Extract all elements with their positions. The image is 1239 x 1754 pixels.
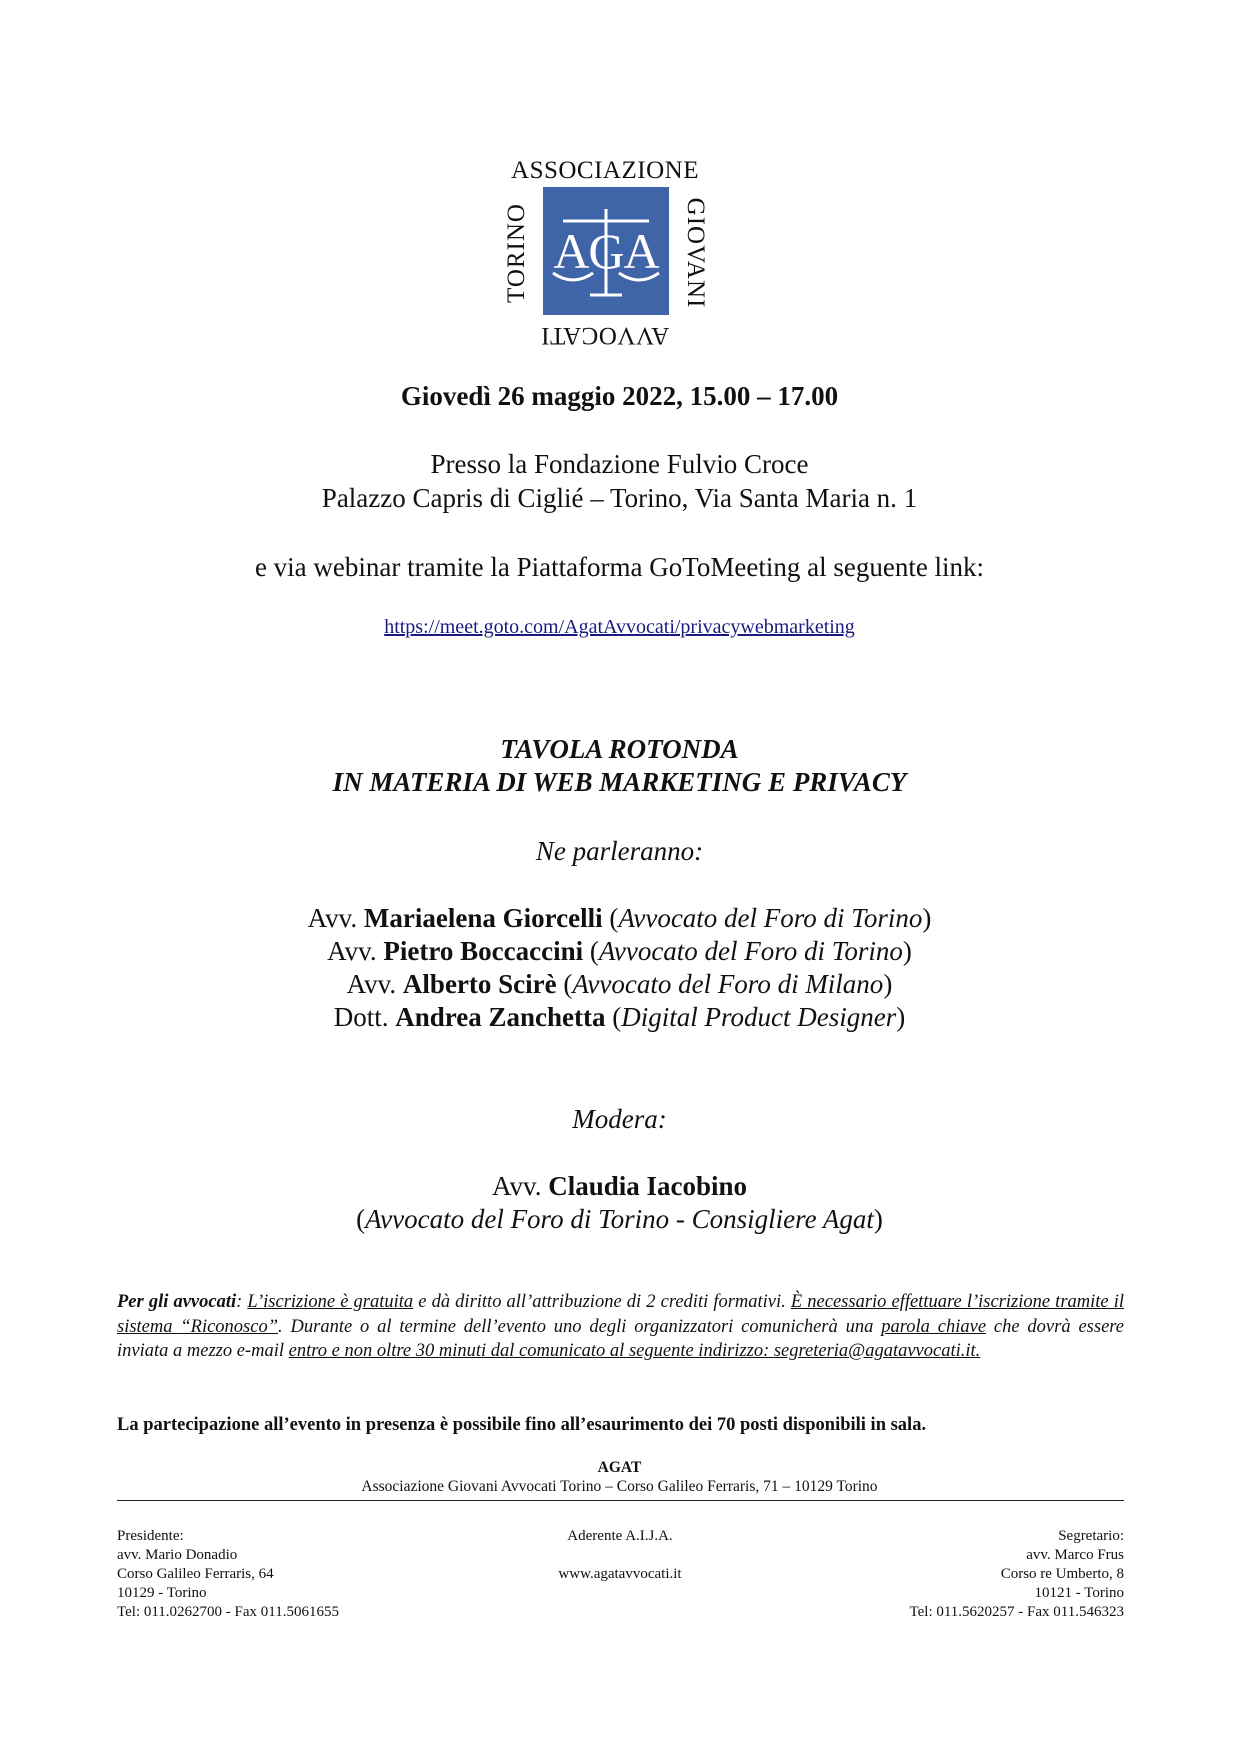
webinar-line: e via webinar tramite la Piattaforma GoToMeeting al seguente link: — [254, 552, 985, 582]
logo-text-bottom: AVVOCATI — [540, 322, 670, 349]
notes-text: e dà diritto all’attribuzione di 2 crediti formativi. — [413, 1292, 791, 1312]
footer-secretary — [880, 1527, 1124, 1622]
speaker-name: Mariaelena Giorcelli — [363, 903, 603, 933]
footer-divider — [117, 1500, 1124, 1501]
logo-text-left: TORINO — [503, 203, 530, 303]
speaker-role: Avvocato del Foro di Torino — [598, 936, 903, 966]
notes-free-registration: L’iscrizione è gratuita — [247, 1292, 414, 1312]
footer-line: Tel: 011.5620257 - Fax 011.546323 — [909, 1604, 1124, 1620]
speaker-row: Avv. Pietro Boccaccini (Avvocato del Foro di Torino) — [327, 936, 912, 966]
footer-org: AGAT — [597, 1459, 642, 1476]
speaker-prefix: Avv. — [346, 969, 397, 999]
speaker-prefix: Avv. — [327, 936, 377, 966]
footer-middle — [520, 1527, 720, 1584]
speaker-row: Avv. Mariaelena Giorcelli (Avvocato del Foro di Torino) — [307, 903, 932, 933]
footer-line: Corso re Umberto, 8 — [1000, 1566, 1124, 1582]
footer-line: avv. Mario Donadio — [117, 1547, 238, 1563]
footer-website-link[interactable]: www.agatavvocati.it — [558, 1566, 682, 1582]
footer-line: 10129 - Torino — [117, 1585, 207, 1601]
title-line-2: IN MATERIA DI WEB MARKETING E PRIVACY — [332, 767, 907, 797]
speaker-name: Alberto Scirè — [402, 969, 557, 999]
notes-label: Per gli avvocati — [117, 1292, 237, 1312]
moderator-role-row: (Avvocato del Foro di Torino - Consigliere Agat) — [356, 1204, 883, 1234]
logo-text-center: AGA — [553, 223, 659, 279]
footer-line: Tel: 011.0262700 - Fax 011.5061655 — [117, 1604, 339, 1620]
speaker-name: Andrea Zanchetta — [395, 1002, 606, 1032]
notes-deadline-email: entro e non oltre 30 minuti dal comunicato al seguente indirizzo: segreteria@agatavvocati.it. — [288, 1341, 981, 1361]
title-line-1: TAVOLA ROTONDA — [500, 734, 739, 764]
logo-box — [543, 187, 669, 315]
footer-line: Aderente A.I.J.A. — [567, 1528, 673, 1544]
speaker-role: Avvocato del Foro di Milano — [572, 969, 884, 999]
footer-line: avv. Marco Frus — [1026, 1547, 1124, 1563]
venue-line-1: Presso la Fondazione Fulvio Croce — [430, 449, 809, 479]
footer-line: Segretario: — [1058, 1528, 1124, 1544]
logo-text-right: GIOVANI — [682, 197, 709, 309]
moderator-prefix: Avv. — [491, 1171, 542, 1201]
speaker-row: Avv. Alberto Scirè (Avvocato del Foro di Milano) — [346, 969, 893, 999]
moderator-heading: Modera: — [572, 1104, 667, 1134]
aga-logo — [503, 157, 709, 349]
webinar-link[interactable]: https://meet.goto.com/AgatAvvocati/privacywebmarketing — [384, 616, 855, 638]
notes-text: che dovrà essere inviata a mezzo e-mail — [117, 1316, 1124, 1361]
moderator-role: Avvocato del Foro di Torino - Consigliere Agat — [365, 1204, 874, 1234]
moderator-name-row — [0, 1170, 1239, 1203]
footer-line: Presidente: — [117, 1528, 184, 1544]
speaker-role: Avvocato del Foro di Torino — [618, 903, 923, 933]
capacity-note: La partecipazione all’evento in presenza è possibile fino all’esaurimento dei 70 posti disponibili in sala. — [117, 1415, 927, 1435]
speaker-prefix: Dott. — [333, 1002, 389, 1032]
notes-registration-required: È necessario effettuare l’iscrizione tramite il sistema “Riconosco” — [117, 1292, 1125, 1337]
notes-keyword: parola chiave — [881, 1316, 987, 1337]
speakers-heading: Ne parleranno: — [535, 836, 704, 866]
speaker-role: Digital Product Designer — [621, 1002, 897, 1032]
venue-line-2: Palazzo Capris di Ciglié – Torino, Via Santa Maria n. 1 — [321, 483, 918, 513]
speaker-name: Pietro Boccaccini — [383, 936, 584, 966]
footer-line: 10121 - Torino — [1034, 1585, 1124, 1601]
notes-text: . Durante o al termine dell’evento uno degli organizzatori comunicherà una — [278, 1316, 882, 1337]
logo-text-top: ASSOCIAZIONE — [511, 157, 699, 184]
speaker-row: Dott. Andrea Zanchetta (Digital Product Designer) — [333, 1002, 906, 1032]
event-date-time: Giovedì 26 maggio 2022, 15.00 – 17.00 — [400, 381, 839, 411]
lawyers-notes: Per gli avvocati: L’iscrizione è gratuita e dà diritto all’attribuzione di 2 crediti formativi. È necessario effettuare l’iscrizione tramite il sistema “Riconosco”. Durante o al termine dell’evento uno degli organizzatori comunicherà una parola chiave che dovrà essere inviata a mezzo e-mail entro e non oltre 30 minuti dal comunicato al seguente indirizzo: segreteria@agatavvocati.it. — [117, 1292, 1125, 1361]
footer-spacer — [520, 1546, 720, 1565]
speaker-prefix: Avv. — [307, 903, 358, 933]
footer-president — [117, 1527, 339, 1622]
footer-org-address: Associazione Giovani Avvocati Torino – Corso Galileo Ferraris, 71 – 10129 Torino — [361, 1478, 878, 1495]
footer-line: Corso Galileo Ferraris, 64 — [117, 1566, 274, 1582]
moderator-name: Claudia Iacobino — [548, 1171, 748, 1201]
